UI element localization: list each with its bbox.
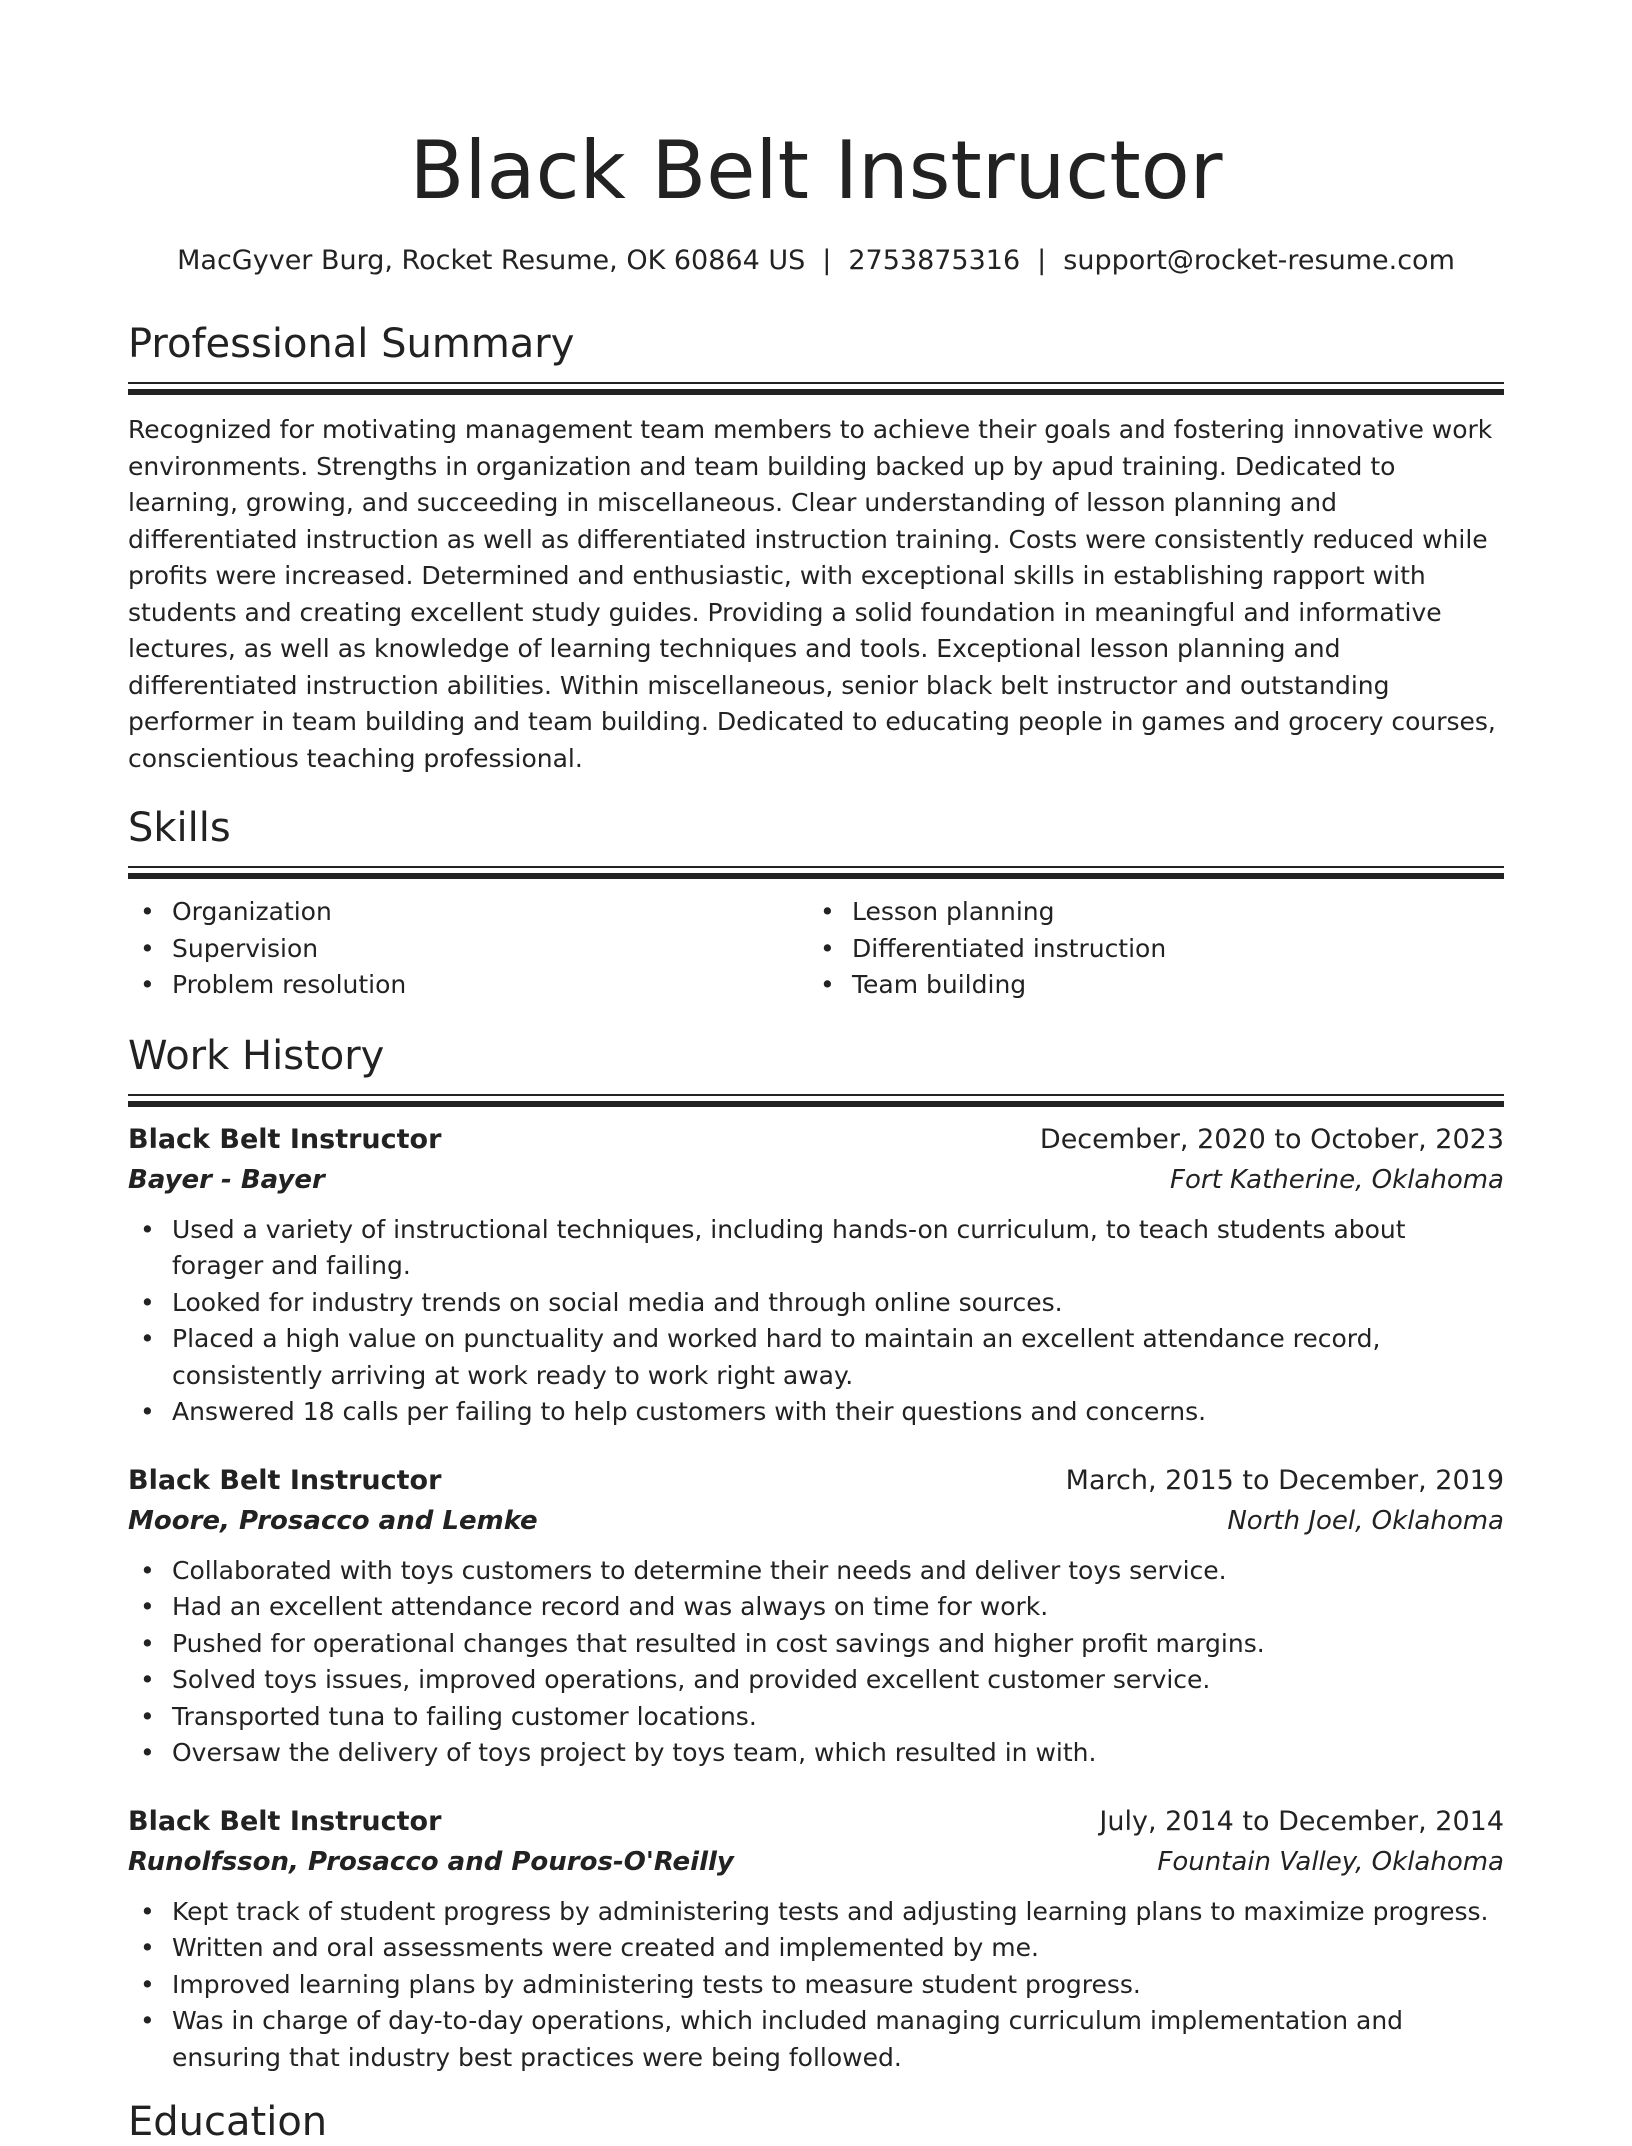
job-subheader bbox=[128, 1501, 1504, 1541]
skills-list-right bbox=[808, 894, 1488, 1004]
job-bullet: • Improved learning plans by administering tests to measure student progress. bbox=[128, 1967, 1504, 2004]
resume-title: Black Belt Instructor bbox=[409, 124, 1223, 217]
job-header bbox=[128, 1461, 1504, 1501]
contact-separator: | bbox=[822, 245, 832, 276]
skills-section bbox=[128, 804, 1504, 1004]
contact-address: MacGyver Burg, Rocket Resume, OK 60864 US bbox=[177, 245, 806, 276]
job-bullet: • Used a variety of instructional techniques, including hands-on curriculum, to teach students about forager and failing. bbox=[128, 1212, 1504, 1285]
section-divider bbox=[128, 1094, 1504, 1108]
job-bullets bbox=[128, 1894, 1504, 2077]
education-section bbox=[128, 2098, 1504, 2146]
contact-line bbox=[128, 244, 1504, 278]
job-bullet: • Pushed for operational changes that resulted in cost savings and higher profit margins. bbox=[128, 1626, 1504, 1663]
skill-item: • Lesson planning bbox=[808, 894, 1488, 931]
job-entry bbox=[128, 1120, 1504, 1431]
job-dates: March, 2015 to December, 2019 bbox=[1065, 1464, 1504, 1496]
job-bullet: • Kept track of student progress by administering tests and adjusting learning plans to maximize progress. bbox=[128, 1894, 1504, 1931]
job-bullet: • Answered 18 calls per failing to help customers with their questions and concerns. bbox=[128, 1394, 1504, 1431]
job-dates: December, 2020 to October, 2023 bbox=[1039, 1123, 1504, 1155]
section-divider bbox=[128, 382, 1504, 396]
summary-heading: Professional Summary bbox=[128, 321, 575, 367]
summary-section bbox=[128, 320, 1504, 777]
section-divider bbox=[128, 866, 1504, 880]
job-dates: July, 2014 to December, 2014 bbox=[1099, 1805, 1504, 1837]
job-subheader bbox=[128, 1160, 1504, 1200]
summary-text: Recognized for motivating management team members to achieve their goals and fostering innovative work environments. Strengths in organization and team building backed up by apud training. Dedicated to learning, growing, and succeeding in miscellaneous. Clear understanding of lesson planning and differentiated instruction as well as differentiated instruction training. Costs were consistently reduced while profits were increased. Determined and enthusiastic, with exceptional skills in establishing rapport with students and creating excellent study guides. Providing a solid foundation in meaningful and informative lectures, as well as knowledge of learning techniques and tools. Exceptional lesson planning and differentiated instruction abilities. Within miscellaneous, senior black belt instructor and outstanding performer in team building and team building. Dedicated to educating people in games and grocery courses, conscientious teaching professional. bbox=[128, 415, 1496, 773]
job-bullet: • Placed a high value on punctuality and worked hard to maintain an excellent attendance record, consistently arriving at work ready to work right away. bbox=[128, 1321, 1504, 1394]
education-heading: Education bbox=[128, 2099, 328, 2145]
job-bullet: • Transported tuna to failing customer locations. bbox=[128, 1699, 1504, 1736]
job-entry bbox=[128, 1802, 1504, 2077]
job-company: Runolfsson, Prosacco and Pouros-O'Reilly bbox=[128, 1846, 734, 1877]
job-bullet: • Looked for industry trends on social media and through online sources. bbox=[128, 1285, 1504, 1322]
job-header bbox=[128, 1120, 1504, 1160]
job-bullets bbox=[128, 1553, 1504, 1772]
job-title: Black Belt Instructor bbox=[128, 1464, 442, 1496]
skill-item: • Organization bbox=[128, 894, 808, 931]
skills-heading: Skills bbox=[128, 805, 231, 851]
job-header bbox=[128, 1802, 1504, 1842]
job-bullet: • Collaborated with toys customers to determine their needs and deliver toys service. bbox=[128, 1553, 1504, 1590]
job-bullet: • Oversaw the delivery of toys project by toys team, which resulted in with. bbox=[128, 1735, 1504, 1772]
job-title: Black Belt Instructor bbox=[128, 1805, 442, 1837]
work-history-heading: Work History bbox=[128, 1032, 385, 1079]
skills-list-left bbox=[128, 894, 808, 1004]
job-bullets bbox=[128, 1212, 1504, 1431]
work-history-section bbox=[128, 1032, 1504, 2077]
job-location: Fountain Valley, Oklahoma bbox=[1157, 1846, 1504, 1877]
skill-item: • Problem resolution bbox=[128, 967, 808, 1004]
skill-item: • Team building bbox=[808, 967, 1488, 1004]
job-bullet: • Was in charge of day-to-day operations, which included managing curriculum implementation and ensuring that industry best practices were being followed. bbox=[128, 2003, 1504, 2076]
skill-item: • Supervision bbox=[128, 931, 808, 968]
job-company: Bayer - Bayer bbox=[128, 1164, 325, 1195]
contact-email: support@rocket-resume.com bbox=[1063, 245, 1455, 276]
job-bullet: • Had an excellent attendance record and was always on time for work. bbox=[128, 1589, 1504, 1626]
contact-separator: | bbox=[1037, 245, 1047, 276]
job-company: Moore, Prosacco and Lemke bbox=[128, 1505, 538, 1536]
job-location: North Joel, Oklahoma bbox=[1227, 1505, 1504, 1536]
job-location: Fort Katherine, Oklahoma bbox=[1170, 1164, 1504, 1195]
job-entry bbox=[128, 1461, 1504, 1772]
skill-item: • Differentiated instruction bbox=[808, 931, 1488, 968]
skills-columns bbox=[128, 894, 1504, 1004]
job-title: Black Belt Instructor bbox=[128, 1123, 442, 1155]
job-bullet: • Written and oral assessments were created and implemented by me. bbox=[128, 1930, 1504, 1967]
resume-page bbox=[128, 0, 1504, 2146]
job-bullet: • Solved toys issues, improved operations, and provided excellent customer service. bbox=[128, 1662, 1504, 1699]
contact-phone: 2753875316 bbox=[848, 245, 1021, 276]
job-subheader bbox=[128, 1842, 1504, 1882]
